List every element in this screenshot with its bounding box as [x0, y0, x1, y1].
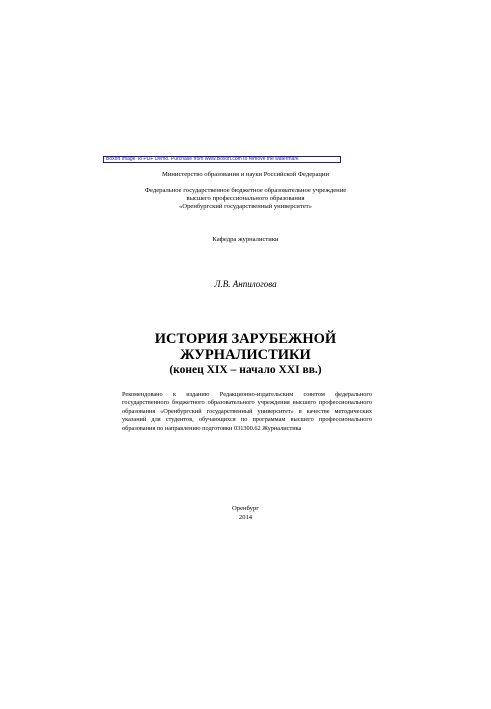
ministry-line: Министерство образования и науки Российской Федерации: [162, 171, 329, 178]
title-subtitle: (конец XIX – начало XXI вв.): [169, 364, 322, 376]
author-name: Л.В. Анпилогова: [214, 279, 277, 289]
university-line-1: Федеральное государственное бюджетное образовательное учреждение: [144, 187, 347, 194]
university-line-2: высшего профессионального образования: [186, 195, 305, 202]
footer-year: 2014: [238, 514, 253, 521]
title-line-1: ИСТОРИЯ ЗАРУБЕЖНОЙ: [154, 331, 337, 347]
watermark-banner: Boxoft Image To PDF Demo. Purchase from www.Boxoft.com to remove the watermark: [103, 156, 341, 163]
department-line: Кафедра журналистики: [212, 236, 279, 243]
university-line-3: «Оренбургский государственный университет»: [179, 203, 312, 210]
recommendation-paragraph: Рекомендовано к изданию Редакционно-издательским советом федерального государственного бюджетного образовательного учреждения высшего профессионального образования «Оренбургский государственный университет» в качестве методических указаний для студентов, обучающихся по программам высшего профессионального образования по направлению подготовки 031300.62 Журналистика: [122, 391, 372, 432]
footer-city: Оренбург: [232, 505, 259, 512]
title-line-2: ЖУРНАЛИСТИКИ: [180, 347, 311, 363]
